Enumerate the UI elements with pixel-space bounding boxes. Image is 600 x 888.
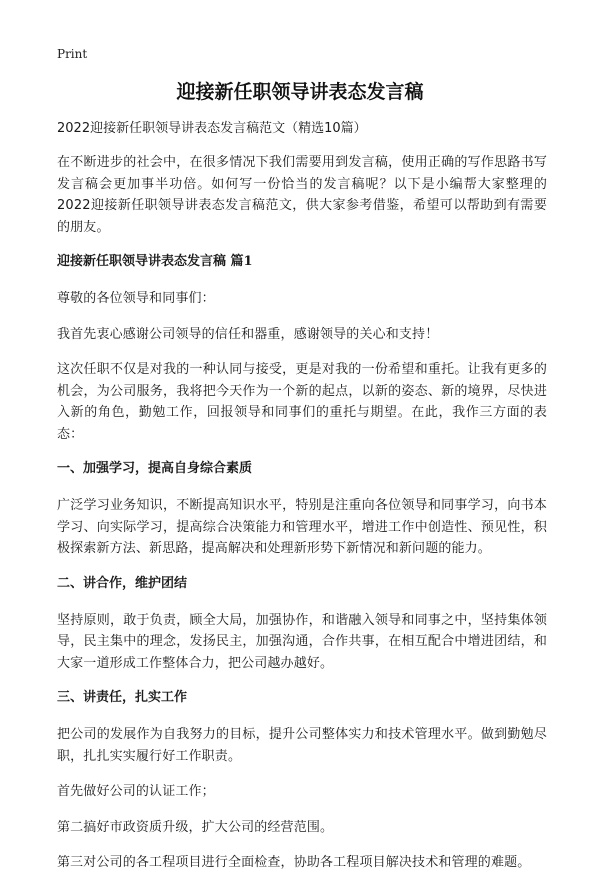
salutation: 尊敬的各位领导和同事们：: [57, 291, 215, 306]
article-body: [57, 119, 547, 888]
opening-paragraph: 这次任职不仅是对我的一种认同与接受，更是对我的一份希望和重托。让我有更多的机会，为公司服务，我将把今天作为一个新的起点，以新的姿态、新的境界，尽快进入新的角色，勤勉工作，回报领导和同事们的重托与期望。在此，我作三方面的表态：: [57, 362, 547, 442]
article-subtitle: 2022迎接新任职领导讲表态发言稿范文（精选10篇）: [57, 121, 367, 136]
point-2-heading: 二、讲合作，维护团结: [57, 575, 188, 591]
step-2: 第二搞好市政资质升级，扩大公司的经营范围。: [57, 819, 334, 835]
point-1-body: 广泛学习业务知识，不断提高知识水平，特别是注重向各位领导和同事学习，向书本学习、向实际学习，提高综合决策能力和管理水平，增进工作中创造性、预见性，积极探索新方法、新思路，提高解决和处理新形势下新情况和新问题的能力。: [57, 498, 547, 556]
print-link[interactable]: Print: [57, 47, 88, 61]
intro-paragraph: 在不断进步的社会中，在很多情况下我们需要用到发言稿，使用正确的写作思路书写发言稿会更加事半功倍。如何写一份恰当的发言稿呢？以下是小编帮大家整理的2022迎接新任职领导讲表态发言稿范文，供大家参考借鉴，希望可以帮助到有需要的朋友。: [57, 155, 547, 235]
section-heading: 迎接新任职领导讲表态发言稿 篇1: [57, 254, 253, 269]
point-1-heading: 一、加强学习，提高自身综合素质: [57, 461, 253, 476]
point-2-body: 坚持原则，敢于负责，顾全大局，加强协作，和谐融入领导和同事之中，坚持集体领导，民主集中的理念，发扬民主，加强沟通，合作共事，在相互配合中增进团结，和大家一道形成工作整体合力，把公司越办越好。: [57, 612, 547, 671]
step-3: 第三对公司的各工程项目进行全面检查，协助各工程项目解决技术和管理的难题。: [57, 855, 531, 870]
page-title: 迎接新任职领导讲表态发言稿: [176, 81, 424, 103]
thanks-paragraph: 我首先衷心感谢公司领导的信任和器重，感谢领导的关心和支持！: [57, 326, 439, 342]
point-3-body: 把公司的发展作为自我努力的目标，提升公司整体实力和技术管理水平。做到勤勉尽职，扎扎实实履行好工作职责。: [57, 727, 547, 764]
step-1: 首先做好公司的认证工作；: [57, 784, 215, 799]
point-3-heading: 三、讲责任，扎实工作: [57, 690, 188, 705]
